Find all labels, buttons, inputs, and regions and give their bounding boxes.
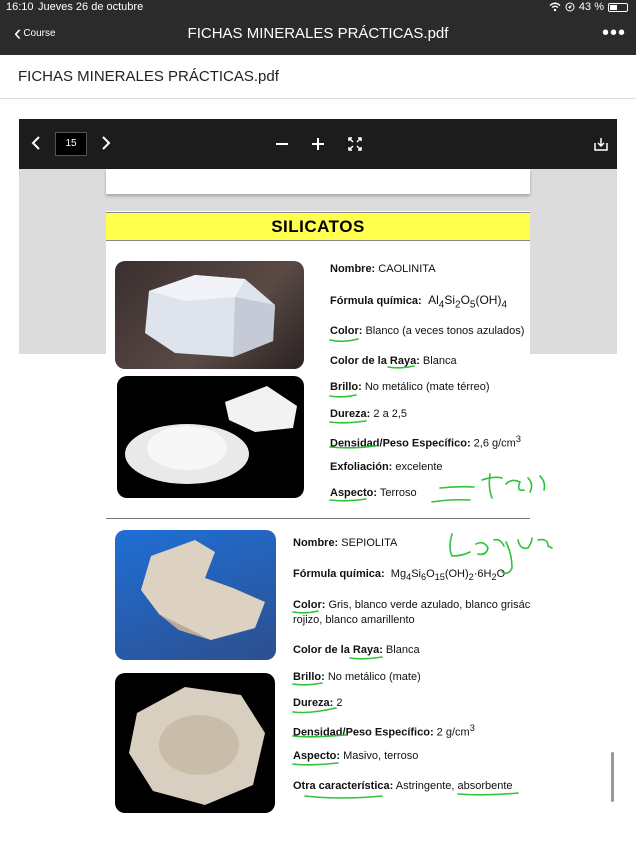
label-brillo: Brillo:: [330, 381, 362, 393]
document-title: FICHAS MINERALES PRÁCTICAS.pdf: [18, 68, 279, 85]
pdf-toolbar: [19, 119, 617, 169]
value-dureza: 2: [333, 697, 343, 709]
value-formula: $Al_4Si_2O_5(OH)_4$: [424, 293, 508, 311]
battery-icon: [608, 3, 628, 12]
kaolinite-photo-rock: [115, 261, 304, 369]
location-icon: [565, 2, 575, 12]
label-nombre: Nombre:: [293, 537, 339, 549]
status-right: [549, 1, 628, 13]
label-raya-b: Raya: [352, 644, 380, 656]
status-bar: [0, 0, 636, 16]
sepiolite-photo-1: [115, 530, 276, 660]
nav-bar: [0, 16, 636, 55]
kaolinite-photo-powder: [117, 376, 304, 498]
sepiolite-otra: [293, 780, 513, 792]
label-brillo: Brillo:: [293, 671, 325, 683]
sepiolite-name: [293, 537, 397, 549]
label-densidad-b: /Peso Específico:: [342, 726, 434, 739]
sepiolite-color-line2: rojizo, blanco amarillento: [293, 614, 415, 626]
label-raya-b: Raya: [389, 355, 417, 367]
document-header: [0, 55, 636, 99]
sepiolite-photo-2: [115, 673, 275, 813]
scrollbar[interactable]: [611, 752, 614, 802]
value-raya: Blanca: [419, 355, 457, 367]
label-color: Color:: [330, 325, 363, 337]
page-number-input[interactable]: 15: [55, 132, 87, 156]
kaolinite-aspecto: [330, 487, 417, 499]
label-dureza: Dureza:: [330, 408, 371, 420]
kaolinite-raya: [330, 355, 457, 367]
label-nombre: Nombre:: [330, 263, 376, 275]
download-icon[interactable]: [594, 137, 608, 151]
value-otra-b: absorbente: [457, 780, 513, 792]
value-aspecto: Terroso: [377, 487, 417, 499]
battery-percent: 43 %: [578, 1, 604, 13]
value-aspecto: Masivo, terroso: [340, 750, 419, 762]
label-formula: Fórmula química:: [293, 568, 385, 580]
kaolinite-color: [330, 325, 524, 337]
sepiolite-dureza: [293, 697, 343, 709]
sepiolite-densidad: Densidad/Peso Específico: 2 $g/cm^3$: [293, 723, 475, 739]
label-otra: Otra característica:: [293, 780, 394, 792]
wifi-icon: [549, 2, 561, 12]
value-densidad: 2,6 g/cm: [470, 437, 516, 450]
label-dureza: Dureza:: [293, 697, 334, 709]
value-brillo: No metálico (mate térreo): [361, 381, 490, 393]
nav-title: FICHAS MINERALES PRÁCTICAS.pdf: [187, 25, 449, 42]
section-divider: [106, 518, 530, 519]
sepiolite-formula: [293, 568, 505, 582]
kaolinite-name: [330, 263, 436, 275]
pdf-page-previous: [106, 169, 530, 194]
prev-page-icon[interactable]: [31, 135, 41, 151]
label-color: Color:: [293, 599, 326, 611]
value-nombre: CAOLINITA: [375, 263, 436, 275]
value-nombre: SEPIOLITA: [338, 537, 398, 549]
back-chevron-icon: ‹: [14, 20, 22, 45]
sepiolite-aspecto: [293, 750, 418, 762]
kaolinite-formula: [330, 293, 507, 310]
label-densidad-a: Densidad: [293, 726, 343, 739]
sepiolite-color: [293, 599, 530, 611]
sepiolite-raya: [293, 644, 420, 656]
value-formula: $Mg_4Si_6O_{15}(OH)_2\cdot 6H_2O$: [387, 568, 506, 583]
status-date: Jueves 26 de octubre: [38, 1, 144, 13]
label-raya-a: Color de la: [330, 355, 390, 367]
label-formula: Fórmula química:: [330, 295, 422, 307]
kaolinite-dureza: [330, 408, 407, 420]
sepiolite-brillo: [293, 671, 421, 683]
value-color: Blanco (a veces tonos azulados): [362, 325, 525, 337]
zoom-out-icon[interactable]: [275, 137, 289, 151]
kaolinite-brillo: [330, 381, 490, 393]
label-raya-colon: :: [416, 355, 420, 367]
value-brillo: No metálico (mate): [324, 671, 421, 683]
kaolinite-exfoliacion: [330, 461, 443, 473]
label-densidad-b: /Peso Específico:: [379, 437, 471, 450]
more-options-button[interactable]: •••: [601, 22, 626, 44]
back-label: Course: [23, 27, 56, 39]
label-aspecto: Aspecto:: [330, 487, 378, 499]
label-exfoliacion: Exfoliación:: [330, 461, 393, 473]
label-aspecto: Aspecto:: [293, 750, 341, 762]
zoom-in-icon[interactable]: [311, 137, 325, 151]
value-densidad: 2 g/cm: [433, 726, 470, 739]
kaolinite-densidad: Densidad/Peso Específico: 2,6 $g/cm^3$: [330, 434, 521, 450]
label-raya-a: Color de la: [293, 644, 353, 656]
value-raya: Blanca: [382, 644, 420, 656]
label-raya-colon: :: [379, 644, 383, 656]
value-otra-a: Astringente,: [393, 780, 458, 792]
section-banner: SILICATOS: [106, 212, 530, 241]
value-color: Gris, blanco verde azulado, blanco grisác: [325, 599, 531, 611]
value-exfoliacion: excelente: [392, 461, 443, 473]
status-time: 16:10: [6, 1, 34, 13]
label-densidad-a: Densidad: [330, 437, 380, 450]
next-page-icon[interactable]: [101, 135, 111, 151]
value-dureza: 2 a 2,5: [370, 408, 408, 420]
fullscreen-icon[interactable]: [348, 137, 362, 151]
